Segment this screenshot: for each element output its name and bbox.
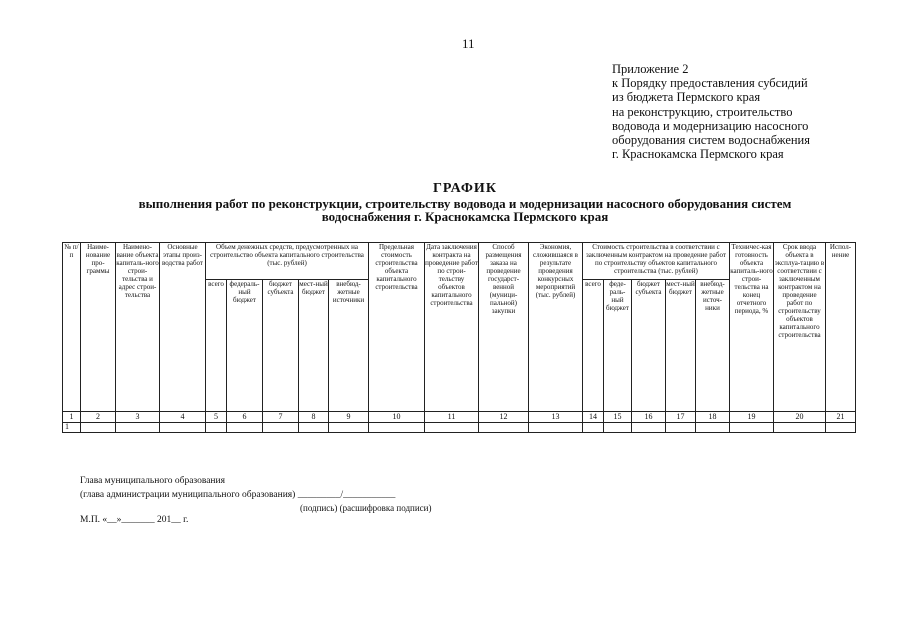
table-cell: [263, 423, 299, 433]
appendix-line: к Порядку предоставления субсидий: [612, 76, 808, 91]
table-cell: [666, 423, 696, 433]
subtitle-line: водоснабжения г. Краснокамска Пермского края: [321, 209, 609, 224]
table-cell: [369, 423, 425, 433]
table-cell: [826, 423, 856, 433]
subtitle-line: выполнения работ по реконструкции, строительству водовода и модернизации насосного оборудования систем: [138, 196, 792, 211]
table-row: [63, 423, 856, 433]
col-header-subject-2: бюджет субъекта: [632, 280, 666, 412]
table-cell: [81, 423, 116, 433]
column-number: 17: [666, 412, 696, 423]
column-number: 5: [206, 412, 227, 423]
col-header-deadline: Срок ввода объекта в эксплуа-тацию в соответствии с заключенным контрактом на проведение работ по строительству объектов капитального строительства: [774, 243, 826, 412]
column-number: 10: [369, 412, 425, 423]
column-number: 14: [583, 412, 604, 423]
appendix-line: из бюджета Пермского края: [612, 90, 761, 105]
col-header-program: Наиме-нование про-граммы: [81, 243, 116, 412]
table-cell: [529, 423, 583, 433]
table-cell: [632, 423, 666, 433]
col-header-economy: Экономия, сложившаяся в результате проведения конкурсных мероприятий (тыс. рублей): [529, 243, 583, 412]
column-number: 12: [479, 412, 529, 423]
table-cell: [696, 423, 730, 433]
table-cell: [425, 423, 479, 433]
col-header-no: № п/п: [63, 243, 81, 412]
col-header-total: всего: [206, 280, 227, 412]
appendix-line: водовода и модернизацию насосного: [612, 118, 809, 133]
appendix-line: г. Краснокамска Пермского края: [612, 147, 784, 162]
col-header-order-method: Способ размещения заказа на проведение государст-венной (муници-пальной) закупки: [479, 243, 529, 412]
col-header-contract-cost-group: Стоимость строительства в соответствии с заключенным контрактом на проведение работ по строительству объектов капитального строительства (тыс. рублей): [583, 243, 730, 280]
schedule-table: [62, 242, 856, 433]
column-number: 1: [63, 412, 81, 423]
col-header-object: Наимено-вание объекта капиталь-ного строи-тельства и адрес строи-тельства: [116, 243, 160, 412]
page-number: 11: [462, 36, 475, 51]
col-header-total-2: всего: [583, 280, 604, 412]
appendix-note: [612, 62, 810, 161]
table-cell: [774, 423, 826, 433]
table-cell: [329, 423, 369, 433]
column-number: 8: [299, 412, 329, 423]
table-cell: [160, 423, 206, 433]
signature-title: Глава муниципального образования: [80, 476, 225, 486]
appendix-line: на реконструкцию, строительство: [612, 104, 793, 119]
col-header-local-2: мест-ный бюджет: [666, 280, 696, 412]
column-number: 13: [529, 412, 583, 423]
column-number: 16: [632, 412, 666, 423]
column-number: 20: [774, 412, 826, 423]
col-header-offbudget-2: внебюд-жетные источ-ники: [696, 280, 730, 412]
table-cell: [604, 423, 632, 433]
col-header-funds-group: Объем денежных средств, предусмотренных на строительство объекта капитального строительства (тыс. рублей): [206, 243, 369, 280]
col-header-readiness: Техничес-кая готовность объекта капиталь-ного строи-тельства на конец отчетного периода, %: [730, 243, 774, 412]
table-cell: [583, 423, 604, 433]
column-number: 21: [826, 412, 856, 423]
column-number: 11: [425, 412, 479, 423]
table-cell: [730, 423, 774, 433]
document-title: ГРАФИК: [433, 181, 497, 196]
col-header-executor: Испол-нение: [826, 243, 856, 412]
table-cell: [116, 423, 160, 433]
col-header-federal: федераль-ный бюджет: [227, 280, 263, 412]
column-number: 15: [604, 412, 632, 423]
table-cell: 1: [63, 423, 81, 433]
column-number: 18: [696, 412, 730, 423]
appendix-line: оборудования систем водоснабжения: [612, 133, 810, 148]
column-number: 3: [116, 412, 160, 423]
col-header-federal-2: феде-раль-ный бюджет: [604, 280, 632, 412]
column-number: 7: [263, 412, 299, 423]
table-cell: [227, 423, 263, 433]
column-number: 19: [730, 412, 774, 423]
seal-date-line: М.П. «__»_______ 201__ г.: [80, 515, 189, 525]
signature-line: (глава администрации муниципального образования) _________/___________: [80, 490, 396, 500]
column-number-row: [63, 412, 856, 423]
column-number: 4: [160, 412, 206, 423]
column-number: 2: [81, 412, 116, 423]
table-cell: [206, 423, 227, 433]
signature-caption: (подпись) (расшифровка подписи): [300, 503, 432, 513]
col-header-contract-date: Дата заключения контракта на проведение работ по строи-тельству объектов капитального строительства: [425, 243, 479, 412]
column-number: 6: [227, 412, 263, 423]
column-number: 9: [329, 412, 369, 423]
table-cell: [299, 423, 329, 433]
appendix-line: Приложение 2: [612, 62, 689, 76]
col-header-local: мест-ный бюджет: [299, 280, 329, 412]
col-header-stages: Основные этапы произ-водства работ: [160, 243, 206, 412]
table-cell: [479, 423, 529, 433]
col-header-offbudget: внебюд-жетные источники: [329, 280, 369, 412]
col-header-subject: бюджет субъекта: [263, 280, 299, 412]
document-subtitle: [60, 197, 870, 223]
col-header-limit-cost: Предельная стоимость строительства объекта капитального строительства: [369, 243, 425, 412]
header-row: [63, 243, 856, 280]
